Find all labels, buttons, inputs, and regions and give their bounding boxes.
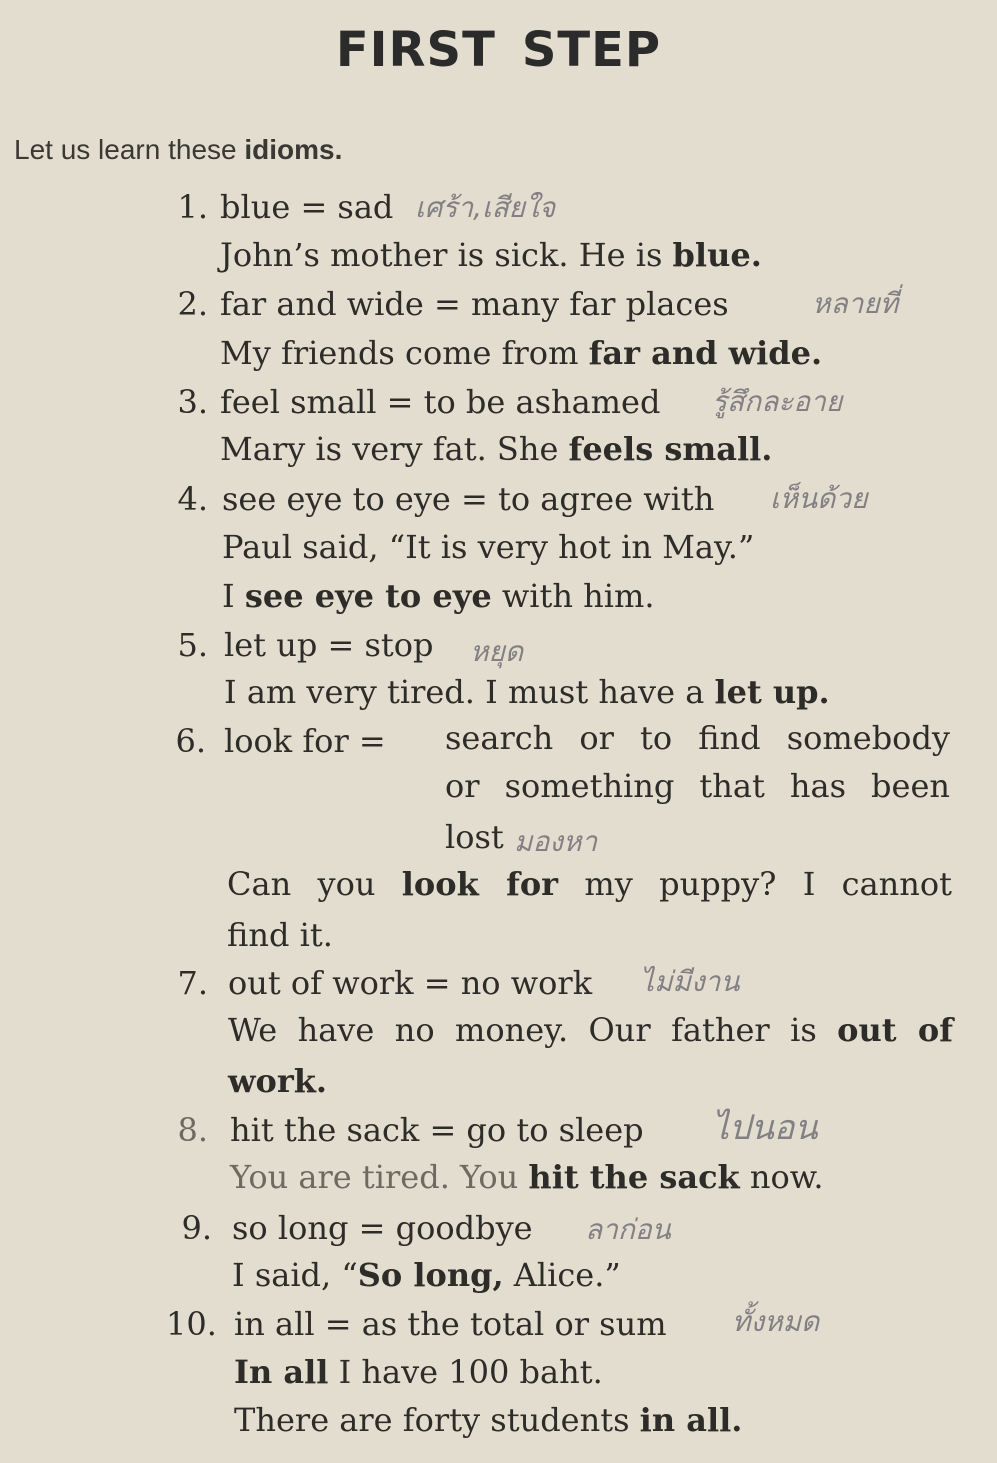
idiom-definition: in all = as the total or sum (234, 1305, 667, 1343)
handwritten-note: ลาก่อน (585, 1213, 671, 1246)
handwritten-note: เห็นด้วย (770, 482, 868, 515)
example-text: I have 100 baht. (328, 1353, 603, 1391)
example-sentence: work. (228, 1062, 328, 1100)
example-text: with him. (491, 577, 655, 615)
intro-lead: Let us learn these (14, 134, 245, 165)
idiom-definition: search or to find somebody (445, 719, 950, 757)
idiom-definition: or something that has been (445, 767, 950, 805)
example-sentence: Paul said, “It is very hot in May.” (222, 528, 755, 566)
example-text: We have no money. Our father is (228, 1011, 838, 1049)
example-text: There are forty students (234, 1401, 640, 1439)
example-text: my puppy? I cannot (558, 865, 953, 903)
handwritten-note: เศร้า,เสียใจ (415, 191, 556, 224)
example-sentence (234, 1401, 742, 1439)
item-number: 10. (166, 1305, 217, 1343)
title-word: STEP (521, 22, 662, 78)
idiom-definition: lost (445, 818, 504, 856)
handwritten-note: ทั้งหมด (732, 1305, 820, 1338)
handwritten-note: หยุด (470, 635, 524, 668)
example-sentence (230, 1158, 824, 1196)
idiom-definition: feel small = to be ashamed (220, 383, 661, 421)
example-text: Alice.” (503, 1256, 621, 1294)
example-idiom: blue. (672, 236, 762, 274)
example-text: I am very tired. I must have a (224, 673, 715, 711)
example-idiom: out of (837, 1011, 954, 1049)
example-text: John’s mother is sick. He is (220, 236, 673, 274)
item-number: 9. (181, 1209, 212, 1247)
title-word: FIRST (335, 22, 496, 78)
idiom-definition: out of work = no work (228, 964, 593, 1002)
item-number: 6. (175, 722, 206, 760)
example-text: I (222, 577, 245, 615)
idiom-definition: so long = goodbye (232, 1209, 533, 1247)
example-idiom: let up. (714, 673, 830, 711)
example-idiom: far and wide. (588, 334, 823, 372)
example-sentence (227, 865, 952, 903)
item-number: 2. (177, 285, 208, 323)
item-number: 8. (177, 1111, 208, 1149)
handwritten-note: มองหา (514, 825, 598, 858)
idiom-definition: blue = sad (220, 188, 394, 226)
example-idiom: hit the sack (528, 1158, 740, 1196)
item-number: 4. (177, 480, 208, 518)
bleed-through-text (600, 70, 980, 490)
intro-bold: idioms. (244, 134, 343, 165)
example-idiom: see eye to eye (244, 577, 492, 615)
example-text: now. (739, 1158, 824, 1196)
example-text: You are tired. You (230, 1158, 529, 1196)
handwritten-note: ไปนอน (712, 1108, 818, 1148)
example-idiom: So long, (357, 1256, 504, 1294)
item-number: 3. (177, 383, 208, 421)
example-text: Mary is very fat. She (220, 430, 569, 468)
intro-text (14, 134, 342, 166)
example-sentence (220, 236, 762, 274)
idiom-definition: see eye to eye = to agree with (222, 480, 715, 518)
idiom-definition: let up = stop (224, 626, 434, 664)
handwritten-note: รู้สึกละอาย (712, 385, 843, 418)
handwritten-note: หลายที่ (812, 287, 899, 320)
example-sentence (222, 577, 655, 615)
example-sentence (224, 673, 830, 711)
example-idiom: look for (401, 865, 559, 903)
example-text: My friends come from (220, 334, 589, 372)
example-text: I said, “ (232, 1256, 358, 1294)
handwritten-note: ไม่มีงาน (640, 965, 740, 998)
item-number: 7. (177, 964, 208, 1002)
example-sentence (220, 334, 822, 372)
item-number: 5. (177, 626, 208, 664)
example-sentence (234, 1353, 603, 1391)
idiom-definition: hit the sack = go to sleep (230, 1111, 644, 1149)
example-sentence (228, 1011, 953, 1049)
example-text: Can you (227, 865, 402, 903)
example-sentence (232, 1256, 621, 1294)
page-title (0, 22, 997, 78)
example-sentence (220, 430, 772, 468)
item-number: 1. (177, 188, 208, 226)
example-idiom: in all. (639, 1401, 743, 1439)
example-idiom: In all (234, 1353, 329, 1391)
idiom-term: look for = (224, 722, 386, 760)
idiom-definition: far and wide = many far places (220, 285, 729, 323)
example-sentence: find it. (227, 916, 333, 954)
example-idiom: feels small. (568, 430, 773, 468)
